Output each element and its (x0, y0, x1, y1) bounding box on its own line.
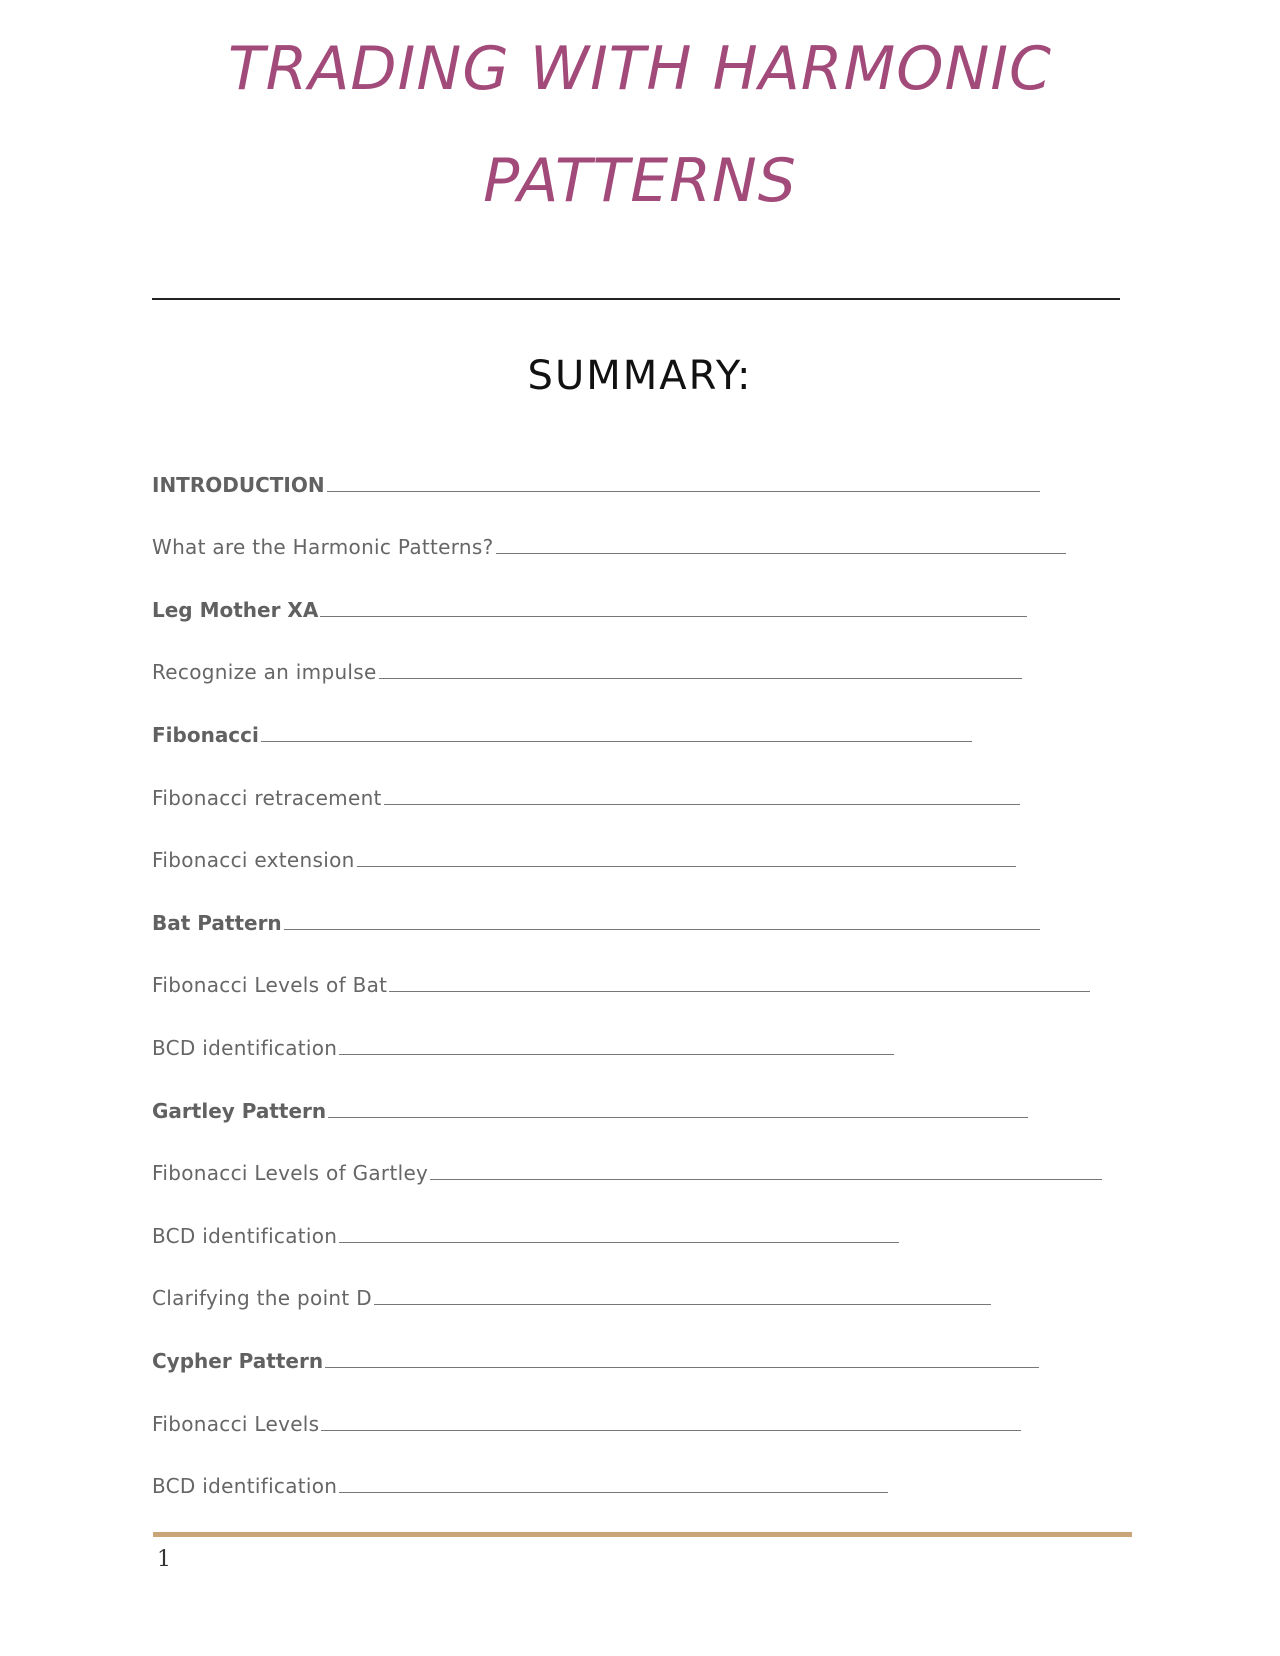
toc-label: Clarifying the point D (152, 1286, 372, 1311)
toc-entry-fibonacci (152, 690, 1152, 753)
toc-entry-gartley-pattern (152, 1066, 1152, 1129)
toc-label: Fibonacci Levels (152, 1411, 320, 1436)
toc-entry-introduction (152, 440, 1152, 503)
toc-label: Fibonacci retracement (152, 785, 382, 810)
toc-entry-bcd-identification-cypher (152, 1442, 1152, 1505)
toc-label: BCD identification (152, 1035, 338, 1060)
toc-leader-line (389, 991, 1090, 992)
table-of-contents (152, 440, 1152, 1504)
toc-leader-line (321, 1430, 1021, 1431)
toc-leader-line (339, 1242, 899, 1243)
toc-label: Gartley Pattern (152, 1098, 327, 1123)
document-title-line-1: TRADING WITH HARMONIC (228, 34, 1052, 104)
toc-label: Cypher Pattern (152, 1348, 324, 1373)
toc-entry-fibonacci-retracement (152, 753, 1152, 816)
toc-label: What are the Harmonic Patterns? (152, 535, 494, 560)
toc-label: Fibonacci Levels of Bat (152, 973, 388, 998)
horizontal-divider (152, 298, 1120, 300)
toc-leader-line (261, 741, 972, 742)
toc-label: Fibonacci (152, 722, 259, 747)
toc-label: INTRODUCTION (152, 472, 325, 497)
toc-label: BCD identification (152, 1223, 338, 1248)
toc-entry-bcd-identification-bat (152, 1003, 1152, 1066)
toc-leader-line (328, 1117, 1028, 1118)
toc-entry-bcd-identification-gartley (152, 1191, 1152, 1254)
toc-leader-line (284, 929, 1040, 930)
toc-leader-line (430, 1179, 1102, 1180)
toc-entry-cypher-pattern (152, 1316, 1152, 1379)
page-number: 1 (157, 1547, 171, 1572)
toc-leader-line (384, 804, 1020, 805)
toc-leader-line (327, 491, 1040, 492)
toc-leader-line (320, 616, 1027, 617)
toc-leader-line (339, 1492, 888, 1493)
toc-entry-fibonacci-levels-cypher (152, 1379, 1152, 1442)
toc-label: Recognize an impulse (152, 660, 377, 685)
toc-leader-line (374, 1304, 991, 1305)
toc-entry-what-are-harmonic-patterns (152, 503, 1152, 566)
toc-entry-bat-pattern (152, 878, 1152, 941)
toc-label: Bat Pattern (152, 910, 282, 935)
toc-label: Fibonacci Levels of Gartley (152, 1161, 429, 1186)
toc-label: Leg Mother XA (152, 597, 319, 622)
toc-entry-fibonacci-extension (152, 816, 1152, 879)
toc-entry-leg-mother-xa (152, 565, 1152, 628)
toc-leader-line (325, 1367, 1039, 1368)
toc-leader-line (339, 1054, 894, 1055)
toc-leader-line (496, 553, 1066, 554)
toc-entry-clarifying-point-d (152, 1254, 1152, 1317)
toc-leader-line (379, 678, 1022, 679)
toc-entry-fibonacci-levels-of-bat (152, 941, 1152, 1004)
toc-leader-line (357, 866, 1016, 867)
toc-label: Fibonacci extension (152, 848, 355, 873)
summary-heading: SUMMARY: (527, 353, 753, 399)
document-title-line-2: PATTERNS (483, 146, 797, 216)
toc-entry-recognize-impulse (152, 628, 1152, 691)
toc-label: BCD identification (152, 1474, 338, 1499)
toc-entry-fibonacci-levels-of-gartley (152, 1129, 1152, 1192)
footer-rule (153, 1532, 1132, 1537)
